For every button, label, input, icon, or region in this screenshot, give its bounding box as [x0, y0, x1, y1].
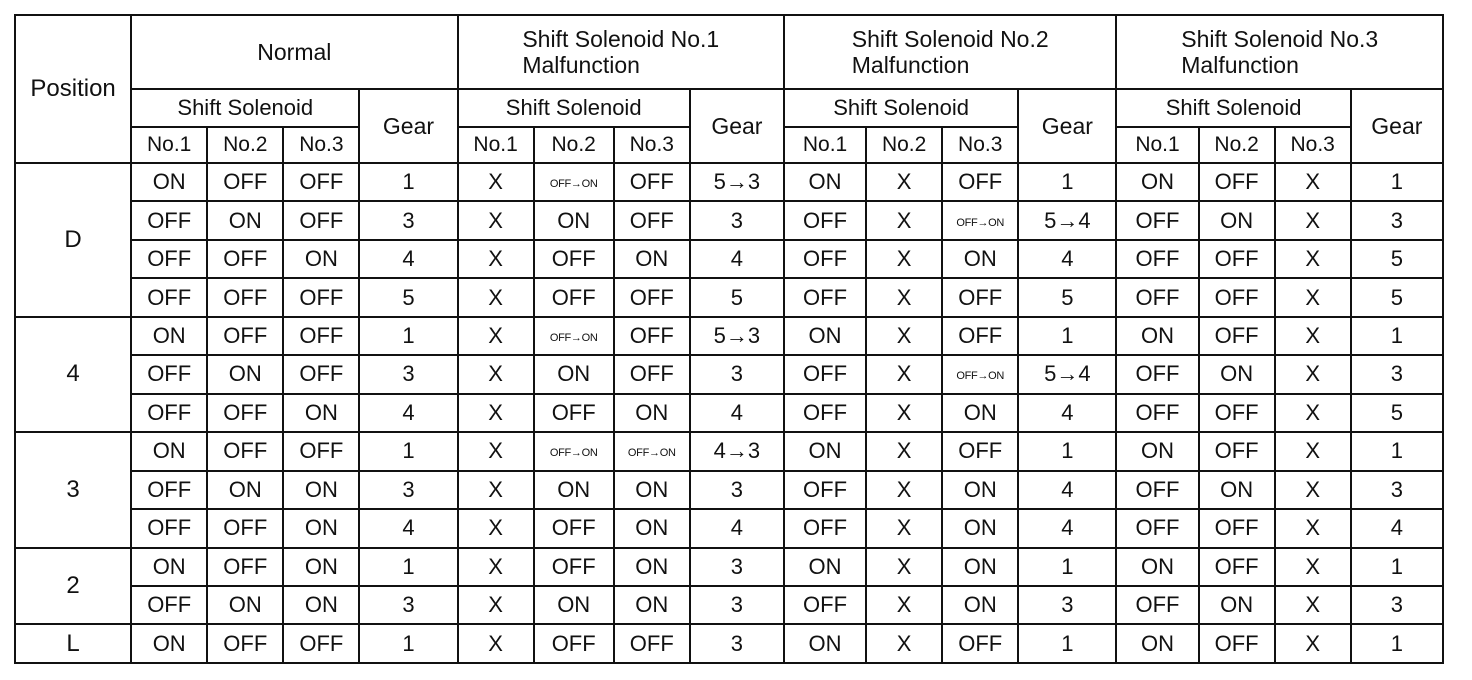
position-cell: D	[15, 163, 131, 317]
table-cell: X	[1275, 432, 1351, 470]
table-cell: 3	[690, 586, 784, 624]
table-cell: OFF	[534, 394, 614, 432]
table-cell: OFF	[1116, 394, 1198, 432]
group-header-solenoid-3-malfunction	[1116, 15, 1443, 89]
table-cell: ON	[784, 432, 866, 470]
table-cell: OFF	[131, 240, 207, 278]
table-cell: X	[1275, 355, 1351, 393]
table-cell: ON	[942, 471, 1018, 509]
table-cell: OFF	[131, 201, 207, 239]
table-row	[15, 432, 1443, 470]
table-cell: X	[866, 278, 942, 316]
table-cell: 3	[1351, 586, 1443, 624]
group-header-solenoid-2-malfunction	[784, 15, 1116, 89]
transition-value: OFF→ON	[627, 447, 676, 460]
table-cell: OFF	[614, 355, 690, 393]
table-cell: 3	[359, 586, 457, 624]
table-cell: X	[866, 432, 942, 470]
table-cell: 3	[690, 471, 784, 509]
table-cell: 1	[359, 317, 457, 355]
table-cell: OFF	[1199, 432, 1275, 470]
table-cell: ON	[614, 471, 690, 509]
table-cell: X	[458, 278, 534, 316]
solenoid-no3-header: No.3	[614, 127, 690, 163]
table-cell: ON	[283, 394, 359, 432]
group-header-normal-text: Normal	[257, 39, 332, 65]
transition-value: OFF→ON	[549, 447, 598, 460]
table-cell: OFF	[207, 624, 283, 663]
table-cell: X	[458, 201, 534, 239]
table-cell: ON	[1116, 548, 1198, 586]
table-cell: X	[866, 201, 942, 239]
group-header-normal	[131, 15, 457, 89]
position-cell: 4	[15, 317, 131, 432]
table-cell: OFF	[207, 317, 283, 355]
table-cell: ON	[131, 624, 207, 663]
table-cell	[534, 432, 614, 470]
table-cell: 5	[1018, 278, 1116, 316]
table-cell	[942, 355, 1018, 393]
table-cell: OFF	[784, 586, 866, 624]
table-cell: 1	[359, 624, 457, 663]
table-cell: OFF	[614, 201, 690, 239]
table-cell: 3	[690, 355, 784, 393]
group-header-solenoid-1-malfunction	[458, 15, 784, 89]
group-header-solenoid-1-text: Shift Solenoid No.1 Malfunction	[522, 26, 720, 78]
table-row	[15, 317, 1443, 355]
solenoid-no1-header: No.1	[784, 127, 866, 163]
table-cell: 4	[359, 509, 457, 547]
solenoid-table-sheet	[14, 14, 1444, 664]
table-cell: 1	[1018, 624, 1116, 663]
table-cell	[534, 317, 614, 355]
table-cell: OFF	[283, 432, 359, 470]
table-cell: OFF	[614, 163, 690, 201]
table-cell: ON	[784, 317, 866, 355]
table-cell: OFF	[1116, 240, 1198, 278]
position-header: Position	[15, 15, 131, 163]
table-cell: X	[1275, 240, 1351, 278]
table-cell: OFF	[784, 394, 866, 432]
table-cell: OFF	[131, 355, 207, 393]
table-cell: X	[1275, 586, 1351, 624]
table-cell: X	[458, 471, 534, 509]
table-cell: ON	[131, 163, 207, 201]
table-row	[15, 201, 1443, 239]
table-cell: ON	[131, 548, 207, 586]
table-row	[15, 471, 1443, 509]
table-cell: ON	[1116, 163, 1198, 201]
table-cell: X	[458, 509, 534, 547]
table-cell: ON	[1199, 586, 1275, 624]
solenoid-no1-header: No.1	[1116, 127, 1198, 163]
table-cell: ON	[784, 163, 866, 201]
table-cell	[614, 432, 690, 470]
position-cell: 3	[15, 432, 131, 547]
table-cell: X	[458, 586, 534, 624]
table-cell: OFF	[1199, 240, 1275, 278]
table-row	[15, 355, 1443, 393]
table-cell: OFF	[207, 163, 283, 201]
table-cell: OFF	[207, 278, 283, 316]
table-cell: OFF	[942, 432, 1018, 470]
table-cell: 3	[1351, 355, 1443, 393]
table-cell: OFF	[784, 509, 866, 547]
table-cell: OFF	[207, 240, 283, 278]
solenoid-no2-header: No.2	[207, 127, 283, 163]
table-cell: X	[866, 471, 942, 509]
table-cell: X	[866, 586, 942, 624]
table-cell: 3	[359, 355, 457, 393]
table-cell: 4	[690, 394, 784, 432]
table-cell: OFF	[784, 201, 866, 239]
table-cell: X	[866, 317, 942, 355]
table-cell: ON	[534, 355, 614, 393]
table-cell: 5	[359, 278, 457, 316]
table-cell: X	[1275, 509, 1351, 547]
table-cell: OFF	[534, 278, 614, 316]
table-cell: OFF	[283, 624, 359, 663]
table-cell: ON	[207, 355, 283, 393]
shift-solenoid-table	[14, 14, 1444, 664]
table-cell: 1	[359, 432, 457, 470]
table-cell: X	[1275, 471, 1351, 509]
table-cell: ON	[283, 240, 359, 278]
table-cell: ON	[534, 471, 614, 509]
table-cell: 5	[1351, 394, 1443, 432]
table-cell: 4→3	[690, 432, 784, 470]
table-cell: ON	[1199, 201, 1275, 239]
table-cell: OFF	[784, 240, 866, 278]
table-cell: X	[458, 624, 534, 663]
table-cell: OFF	[942, 163, 1018, 201]
table-cell: ON	[942, 240, 1018, 278]
table-cell: OFF	[131, 509, 207, 547]
table-cell: ON	[1116, 624, 1198, 663]
table-cell: OFF	[207, 394, 283, 432]
solenoid-no3-header: No.3	[942, 127, 1018, 163]
table-cell: ON	[942, 394, 1018, 432]
table-cell: 1	[1018, 317, 1116, 355]
table-cell: 5→4	[1018, 201, 1116, 239]
table-cell: OFF	[1199, 509, 1275, 547]
gear-header: Gear	[1018, 89, 1116, 163]
table-cell: ON	[614, 586, 690, 624]
solenoid-no3-header: No.3	[283, 127, 359, 163]
table-cell: OFF	[131, 394, 207, 432]
table-cell: OFF	[942, 317, 1018, 355]
shift-solenoid-header: Shift Solenoid	[131, 89, 359, 127]
table-cell: OFF	[1116, 201, 1198, 239]
table-cell: OFF	[1116, 278, 1198, 316]
table-cell: 5→4	[1018, 355, 1116, 393]
table-cell: ON	[283, 471, 359, 509]
table-cell: OFF	[534, 240, 614, 278]
table-cell: X	[1275, 317, 1351, 355]
table-cell: ON	[614, 394, 690, 432]
table-cell: OFF	[942, 624, 1018, 663]
table-cell: X	[458, 240, 534, 278]
table-cell: 4	[1018, 240, 1116, 278]
table-cell: OFF	[1199, 278, 1275, 316]
table-cell: ON	[614, 548, 690, 586]
table-cell: X	[458, 432, 534, 470]
table-cell: ON	[283, 548, 359, 586]
table-cell: OFF	[1199, 317, 1275, 355]
table-cell: ON	[614, 509, 690, 547]
table-cell: X	[866, 240, 942, 278]
table-cell: X	[458, 355, 534, 393]
table-cell: ON	[942, 509, 1018, 547]
table-cell: ON	[283, 509, 359, 547]
table-cell: OFF	[283, 317, 359, 355]
table-cell: ON	[534, 201, 614, 239]
solenoid-no1-header: No.1	[458, 127, 534, 163]
table-cell: X	[866, 509, 942, 547]
table-cell: X	[458, 163, 534, 201]
table-cell: X	[866, 394, 942, 432]
table-cell: OFF	[131, 278, 207, 316]
transition-value: OFF→ON	[956, 370, 1005, 383]
gear-header: Gear	[1351, 89, 1443, 163]
table-cell: 3	[690, 201, 784, 239]
table-cell: OFF	[207, 509, 283, 547]
table-cell: ON	[1199, 471, 1275, 509]
table-cell: ON	[1199, 355, 1275, 393]
table-cell: OFF	[131, 471, 207, 509]
table-cell: ON	[784, 548, 866, 586]
table-cell: OFF	[942, 278, 1018, 316]
table-cell: 1	[359, 548, 457, 586]
table-cell: ON	[942, 586, 1018, 624]
table-cell: 1	[1351, 624, 1443, 663]
shift-solenoid-header: Shift Solenoid	[784, 89, 1018, 127]
table-row	[15, 163, 1443, 201]
table-cell: 1	[1018, 432, 1116, 470]
table-cell: OFF	[534, 548, 614, 586]
table-cell: 4	[690, 240, 784, 278]
table-cell: OFF	[283, 278, 359, 316]
table-cell: OFF	[207, 548, 283, 586]
table-cell: ON	[1116, 317, 1198, 355]
table-cell: 5	[690, 278, 784, 316]
gear-header: Gear	[359, 89, 457, 163]
table-cell: ON	[131, 317, 207, 355]
group-header-solenoid-3-text: Shift Solenoid No.3 Malfunction	[1181, 26, 1379, 78]
table-row	[15, 586, 1443, 624]
table-cell: X	[866, 624, 942, 663]
table-cell: 1	[1018, 163, 1116, 201]
table-cell: X	[866, 548, 942, 586]
table-cell: 4	[690, 509, 784, 547]
table-cell: 4	[1018, 471, 1116, 509]
position-cell: 2	[15, 548, 131, 625]
table-cell: 4	[1351, 509, 1443, 547]
table-cell: OFF	[614, 317, 690, 355]
table-cell: ON	[283, 586, 359, 624]
solenoid-no2-header: No.2	[1199, 127, 1275, 163]
table-cell	[942, 201, 1018, 239]
table-cell: 4	[359, 394, 457, 432]
table-cell: ON	[207, 471, 283, 509]
transition-value: OFF→ON	[549, 178, 598, 191]
table-cell: OFF	[283, 355, 359, 393]
table-cell: X	[458, 548, 534, 586]
table-row	[15, 509, 1443, 547]
table-cell	[534, 163, 614, 201]
shift-solenoid-header: Shift Solenoid	[1116, 89, 1350, 127]
table-cell: X	[458, 394, 534, 432]
table-cell: 3	[1018, 586, 1116, 624]
gear-header: Gear	[690, 89, 784, 163]
table-cell: 1	[1351, 548, 1443, 586]
table-cell: ON	[207, 201, 283, 239]
solenoid-no3-header: No.3	[1275, 127, 1351, 163]
table-cell: OFF	[1116, 586, 1198, 624]
table-row	[15, 548, 1443, 586]
table-cell: OFF	[1199, 394, 1275, 432]
table-cell: 3	[690, 548, 784, 586]
table-cell: OFF	[283, 201, 359, 239]
table-cell: 1	[1351, 432, 1443, 470]
table-cell: 1	[1351, 317, 1443, 355]
table-cell: 4	[1018, 394, 1116, 432]
solenoid-no2-header: No.2	[534, 127, 614, 163]
table-cell: OFF	[784, 355, 866, 393]
table-cell: X	[1275, 394, 1351, 432]
table-cell: X	[1275, 548, 1351, 586]
table-cell: OFF	[207, 432, 283, 470]
table-cell: OFF	[784, 278, 866, 316]
group-header-solenoid-2-text: Shift Solenoid No.2 Malfunction	[851, 26, 1049, 78]
table-cell: 5→3	[690, 317, 784, 355]
table-cell: OFF	[131, 586, 207, 624]
table-cell: X	[1275, 624, 1351, 663]
table-cell: ON	[207, 586, 283, 624]
table-row	[15, 624, 1443, 663]
table-cell: 1	[359, 163, 457, 201]
table-cell: X	[866, 355, 942, 393]
table-cell: OFF	[1116, 471, 1198, 509]
table-cell: OFF	[283, 163, 359, 201]
table-cell: ON	[1116, 432, 1198, 470]
table-cell: 5→3	[690, 163, 784, 201]
table-cell: ON	[131, 432, 207, 470]
table-cell: ON	[614, 240, 690, 278]
table-cell: 4	[359, 240, 457, 278]
table-cell: OFF	[534, 509, 614, 547]
table-row	[15, 240, 1443, 278]
table-cell: OFF	[534, 624, 614, 663]
table-cell: 3	[1351, 471, 1443, 509]
table-cell: OFF	[784, 471, 866, 509]
table-cell: OFF	[1199, 548, 1275, 586]
table-cell: 3	[359, 471, 457, 509]
table-cell: 1	[1351, 163, 1443, 201]
table-cell: OFF	[614, 624, 690, 663]
table-cell: X	[1275, 278, 1351, 316]
table-cell: X	[458, 317, 534, 355]
table-body	[15, 163, 1443, 663]
table-cell: 4	[1018, 509, 1116, 547]
solenoid-no2-header: No.2	[866, 127, 942, 163]
table-cell: OFF	[614, 278, 690, 316]
table-cell: OFF	[1116, 355, 1198, 393]
table-row	[15, 394, 1443, 432]
table-cell: ON	[534, 586, 614, 624]
position-cell: L	[15, 624, 131, 663]
table-cell: 3	[690, 624, 784, 663]
table-cell: 3	[359, 201, 457, 239]
table-cell: X	[866, 163, 942, 201]
table-cell: X	[1275, 201, 1351, 239]
table-cell: X	[1275, 163, 1351, 201]
shift-solenoid-header: Shift Solenoid	[458, 89, 690, 127]
solenoid-no1-header: No.1	[131, 127, 207, 163]
table-cell: ON	[784, 624, 866, 663]
table-cell: 5	[1351, 278, 1443, 316]
table-cell: OFF	[1199, 163, 1275, 201]
table-cell: ON	[942, 548, 1018, 586]
table-cell: OFF	[1116, 509, 1198, 547]
table-cell: OFF	[1199, 624, 1275, 663]
table-row	[15, 278, 1443, 316]
transition-value: OFF→ON	[549, 332, 598, 345]
table-cell: 1	[1018, 548, 1116, 586]
table-cell: 3	[1351, 201, 1443, 239]
transition-value: OFF→ON	[956, 216, 1005, 229]
table-cell: 5	[1351, 240, 1443, 278]
